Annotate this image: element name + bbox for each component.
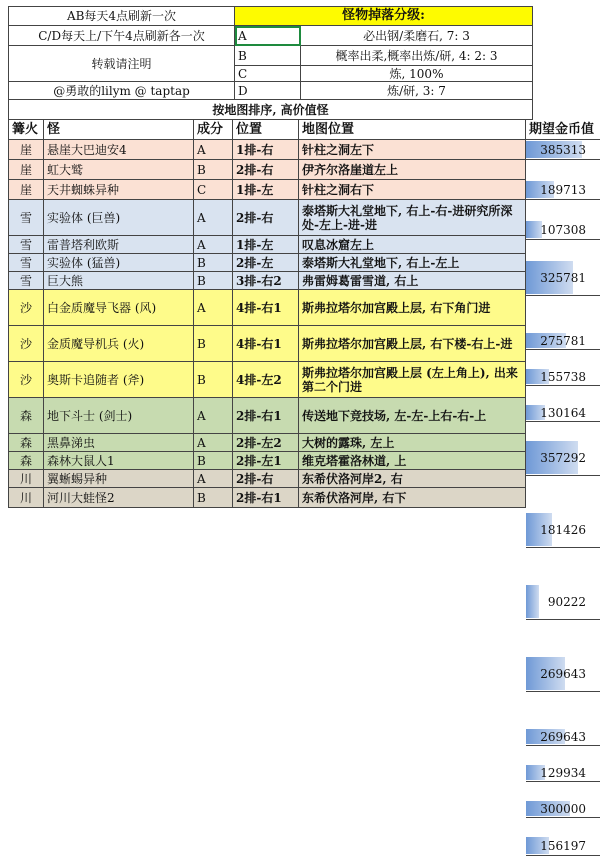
camp-cell[interactable]: 崖: [8, 160, 44, 180]
gold-value-text: 357292: [540, 450, 586, 465]
gold-value-cell[interactable]: [526, 220, 600, 240]
grade-cell[interactable]: C: [194, 180, 233, 200]
position-cell[interactable]: 4排-右1: [233, 290, 299, 326]
tier-grade[interactable]: B: [235, 46, 301, 66]
map-location-cell[interactable]: 针柱之洞右下: [299, 180, 526, 200]
grade-cell[interactable]: B: [194, 272, 233, 290]
grade-cell[interactable]: B: [194, 362, 233, 398]
position-cell[interactable]: 1排-右: [233, 140, 299, 160]
position-cell[interactable]: 2排-左: [233, 254, 299, 272]
gold-value-cell[interactable]: [526, 180, 600, 200]
gold-value-text: 300000: [540, 801, 586, 816]
gold-value-cell[interactable]: [526, 404, 600, 422]
camp-cell[interactable]: 崖: [8, 140, 44, 160]
tier-description[interactable]: 概率出柔,概率出炼/研, 4: 2: 3: [301, 46, 533, 66]
map-location-cell[interactable]: 弗雷姆葛雷雪道, 右上: [299, 272, 526, 290]
tier-grade[interactable]: A: [235, 26, 301, 46]
gold-value-cell[interactable]: [526, 440, 600, 476]
camp-cell[interactable]: 森: [8, 452, 44, 470]
map-location-cell[interactable]: 斯弗拉塔尔加宫殿上层, 右下楼-右上-进: [299, 326, 526, 362]
camp-cell[interactable]: 雪: [8, 272, 44, 290]
gold-value-text: 90222: [547, 594, 586, 609]
map-location-cell[interactable]: 针柱之洞左下: [299, 140, 526, 160]
position-cell[interactable]: 2排-右: [233, 200, 299, 236]
note-line-2[interactable]: C/D每天上/下午4点刷新各一次: [8, 26, 235, 46]
map-location-cell[interactable]: 斯弗拉塔尔加宫殿上层, 右下角门进: [299, 290, 526, 326]
grade-cell[interactable]: B: [194, 326, 233, 362]
position-cell[interactable]: 1排-左: [233, 236, 299, 254]
gold-value-text: 269643: [540, 729, 586, 744]
monster-cell[interactable]: 地下斗士 (剑士): [44, 398, 194, 434]
position-cell[interactable]: 4排-右1: [233, 326, 299, 362]
grade-cell[interactable]: B: [194, 452, 233, 470]
monster-cell[interactable]: 虹大鹫: [44, 160, 194, 180]
monster-cell[interactable]: 森林大鼠人1: [44, 452, 194, 470]
map-location-cell[interactable]: 伊齐尔洛崖道左上: [299, 160, 526, 180]
position-cell[interactable]: 2排-左1: [233, 452, 299, 470]
col-header-monster[interactable]: 怪: [44, 120, 194, 140]
gold-value-text: 189713: [540, 182, 586, 197]
monster-cell[interactable]: 黑鼻涕虫: [44, 434, 194, 452]
grade-cell[interactable]: B: [194, 254, 233, 272]
camp-cell[interactable]: 沙: [8, 326, 44, 362]
gold-value-text: 181426: [540, 522, 586, 537]
gold-value-text: 129934: [540, 765, 586, 780]
grade-cell[interactable]: B: [194, 488, 233, 508]
gold-value-text: 385313: [540, 142, 586, 157]
note-line-1[interactable]: AB每天4点刷新一次: [8, 6, 235, 26]
camp-cell[interactable]: 森: [8, 398, 44, 434]
gold-value-text: 107308: [540, 222, 586, 237]
gold-value-text: 269643: [540, 666, 586, 681]
camp-cell[interactable]: 雪: [8, 236, 44, 254]
gold-value-text: 130164: [540, 405, 586, 420]
monster-cell[interactable]: 天井蜘蛛异种: [44, 180, 194, 200]
position-cell[interactable]: 4排-左2: [233, 362, 299, 398]
camp-cell[interactable]: 沙: [8, 290, 44, 326]
grade-cell[interactable]: A: [194, 434, 233, 452]
tier-description[interactable]: 必出钢/柔磨石, 7: 3: [301, 26, 533, 46]
tier-description[interactable]: 炼/研, 3: 7: [301, 82, 533, 100]
gold-value-cell[interactable]: [526, 656, 600, 692]
gold-value-cell[interactable]: [526, 800, 600, 818]
tier-description[interactable]: 炼, 100%: [301, 66, 533, 82]
camp-cell[interactable]: 森: [8, 434, 44, 452]
monster-cell[interactable]: 金质魔导机兵 (火): [44, 326, 194, 362]
camp-cell[interactable]: 雪: [8, 254, 44, 272]
gold-value-cell[interactable]: [526, 836, 600, 856]
gold-value-cell[interactable]: [526, 764, 600, 782]
map-location-cell[interactable]: 叹息冰窟左上: [299, 236, 526, 254]
grade-cell[interactable]: A: [194, 470, 233, 488]
monster-cell[interactable]: 悬崖大巴迪安4: [44, 140, 194, 160]
grade-cell[interactable]: A: [194, 200, 233, 236]
gold-value-cell[interactable]: [526, 512, 600, 548]
col-header-map-location[interactable]: 地图位置: [299, 120, 526, 140]
map-location-cell[interactable]: 传送地下竞技场, 左-左-上右-右-上: [299, 398, 526, 434]
monster-cell[interactable]: 实验体 (巨兽): [44, 200, 194, 236]
gold-value-cell[interactable]: [526, 584, 600, 620]
gold-value-text: 156197: [540, 838, 586, 853]
note-line-3[interactable]: 转载请注明: [8, 46, 235, 82]
note-line-4[interactable]: @勇敢的lilym @ taptap: [8, 82, 235, 100]
col-header-position[interactable]: 位置: [233, 120, 299, 140]
camp-cell[interactable]: 崖: [8, 180, 44, 200]
gold-value-cell[interactable]: [526, 368, 600, 386]
col-header-camp[interactable]: 篝火: [8, 120, 44, 140]
position-cell[interactable]: 2排-右1: [233, 488, 299, 508]
grade-cell[interactable]: B: [194, 160, 233, 180]
monster-cell[interactable]: 白金质魔导飞器 (风): [44, 290, 194, 326]
position-cell[interactable]: 2排-左2: [233, 434, 299, 452]
col-header-gold[interactable]: 期望金币值: [526, 120, 600, 140]
map-location-cell[interactable]: 东希伏洛河岸2, 右: [299, 470, 526, 488]
subtitle[interactable]: 按地图排序, 高价值怪: [8, 100, 533, 120]
gold-value-text: 155738: [540, 369, 586, 384]
camp-cell[interactable]: 川: [8, 470, 44, 488]
gold-value-text: 325781: [540, 270, 586, 285]
camp-cell[interactable]: 川: [8, 488, 44, 508]
gold-value-text: 275781: [540, 333, 586, 348]
map-location-cell[interactable]: 泰塔斯大礼堂地下, 右上-右-进研究所深处-左上-进-进: [299, 200, 526, 236]
tier-header[interactable]: 怪物掉落分级:: [235, 6, 533, 26]
position-cell[interactable]: 2排-右: [233, 160, 299, 180]
monster-cell[interactable]: 奥斯卡追随者 (斧): [44, 362, 194, 398]
map-location-cell[interactable]: 斯弗拉塔尔加宫殿上层 (左上角上), 出来第二个门进: [299, 362, 526, 398]
map-location-cell[interactable]: 泰塔斯大礼堂地下, 右上-左上: [299, 254, 526, 272]
monster-cell[interactable]: 河川大蛙怪2: [44, 488, 194, 508]
monster-cell[interactable]: 雷普塔利欧斯: [44, 236, 194, 254]
camp-cell[interactable]: 雪: [8, 200, 44, 236]
map-location-cell[interactable]: 维克塔霍洛林道, 上: [299, 452, 526, 470]
position-cell[interactable]: 2排-右1: [233, 398, 299, 434]
position-cell[interactable]: 3排-右2: [233, 272, 299, 290]
camp-cell[interactable]: 沙: [8, 362, 44, 398]
gold-data-bar: [526, 585, 539, 618]
position-cell[interactable]: 1排-左: [233, 180, 299, 200]
gold-value-cell[interactable]: [526, 728, 600, 746]
map-location-cell[interactable]: 东希伏洛河岸, 右下: [299, 488, 526, 508]
monster-cell[interactable]: 翼蜥蜴异种: [44, 470, 194, 488]
monster-cell[interactable]: 实验体 (猛兽): [44, 254, 194, 272]
grade-cell[interactable]: A: [194, 398, 233, 434]
grade-cell[interactable]: A: [194, 236, 233, 254]
gold-value-cell[interactable]: [526, 140, 600, 160]
tier-grade[interactable]: D: [235, 82, 301, 100]
grade-cell[interactable]: A: [194, 140, 233, 160]
gold-value-cell[interactable]: [526, 260, 600, 296]
gold-value-cell[interactable]: [526, 332, 600, 350]
map-location-cell[interactable]: 大树的露珠, 左上: [299, 434, 526, 452]
position-cell[interactable]: 2排-右: [233, 470, 299, 488]
tier-grade[interactable]: C: [235, 66, 301, 82]
grade-cell[interactable]: A: [194, 290, 233, 326]
col-header-grade[interactable]: 成分: [194, 120, 233, 140]
monster-cell[interactable]: 巨大熊: [44, 272, 194, 290]
